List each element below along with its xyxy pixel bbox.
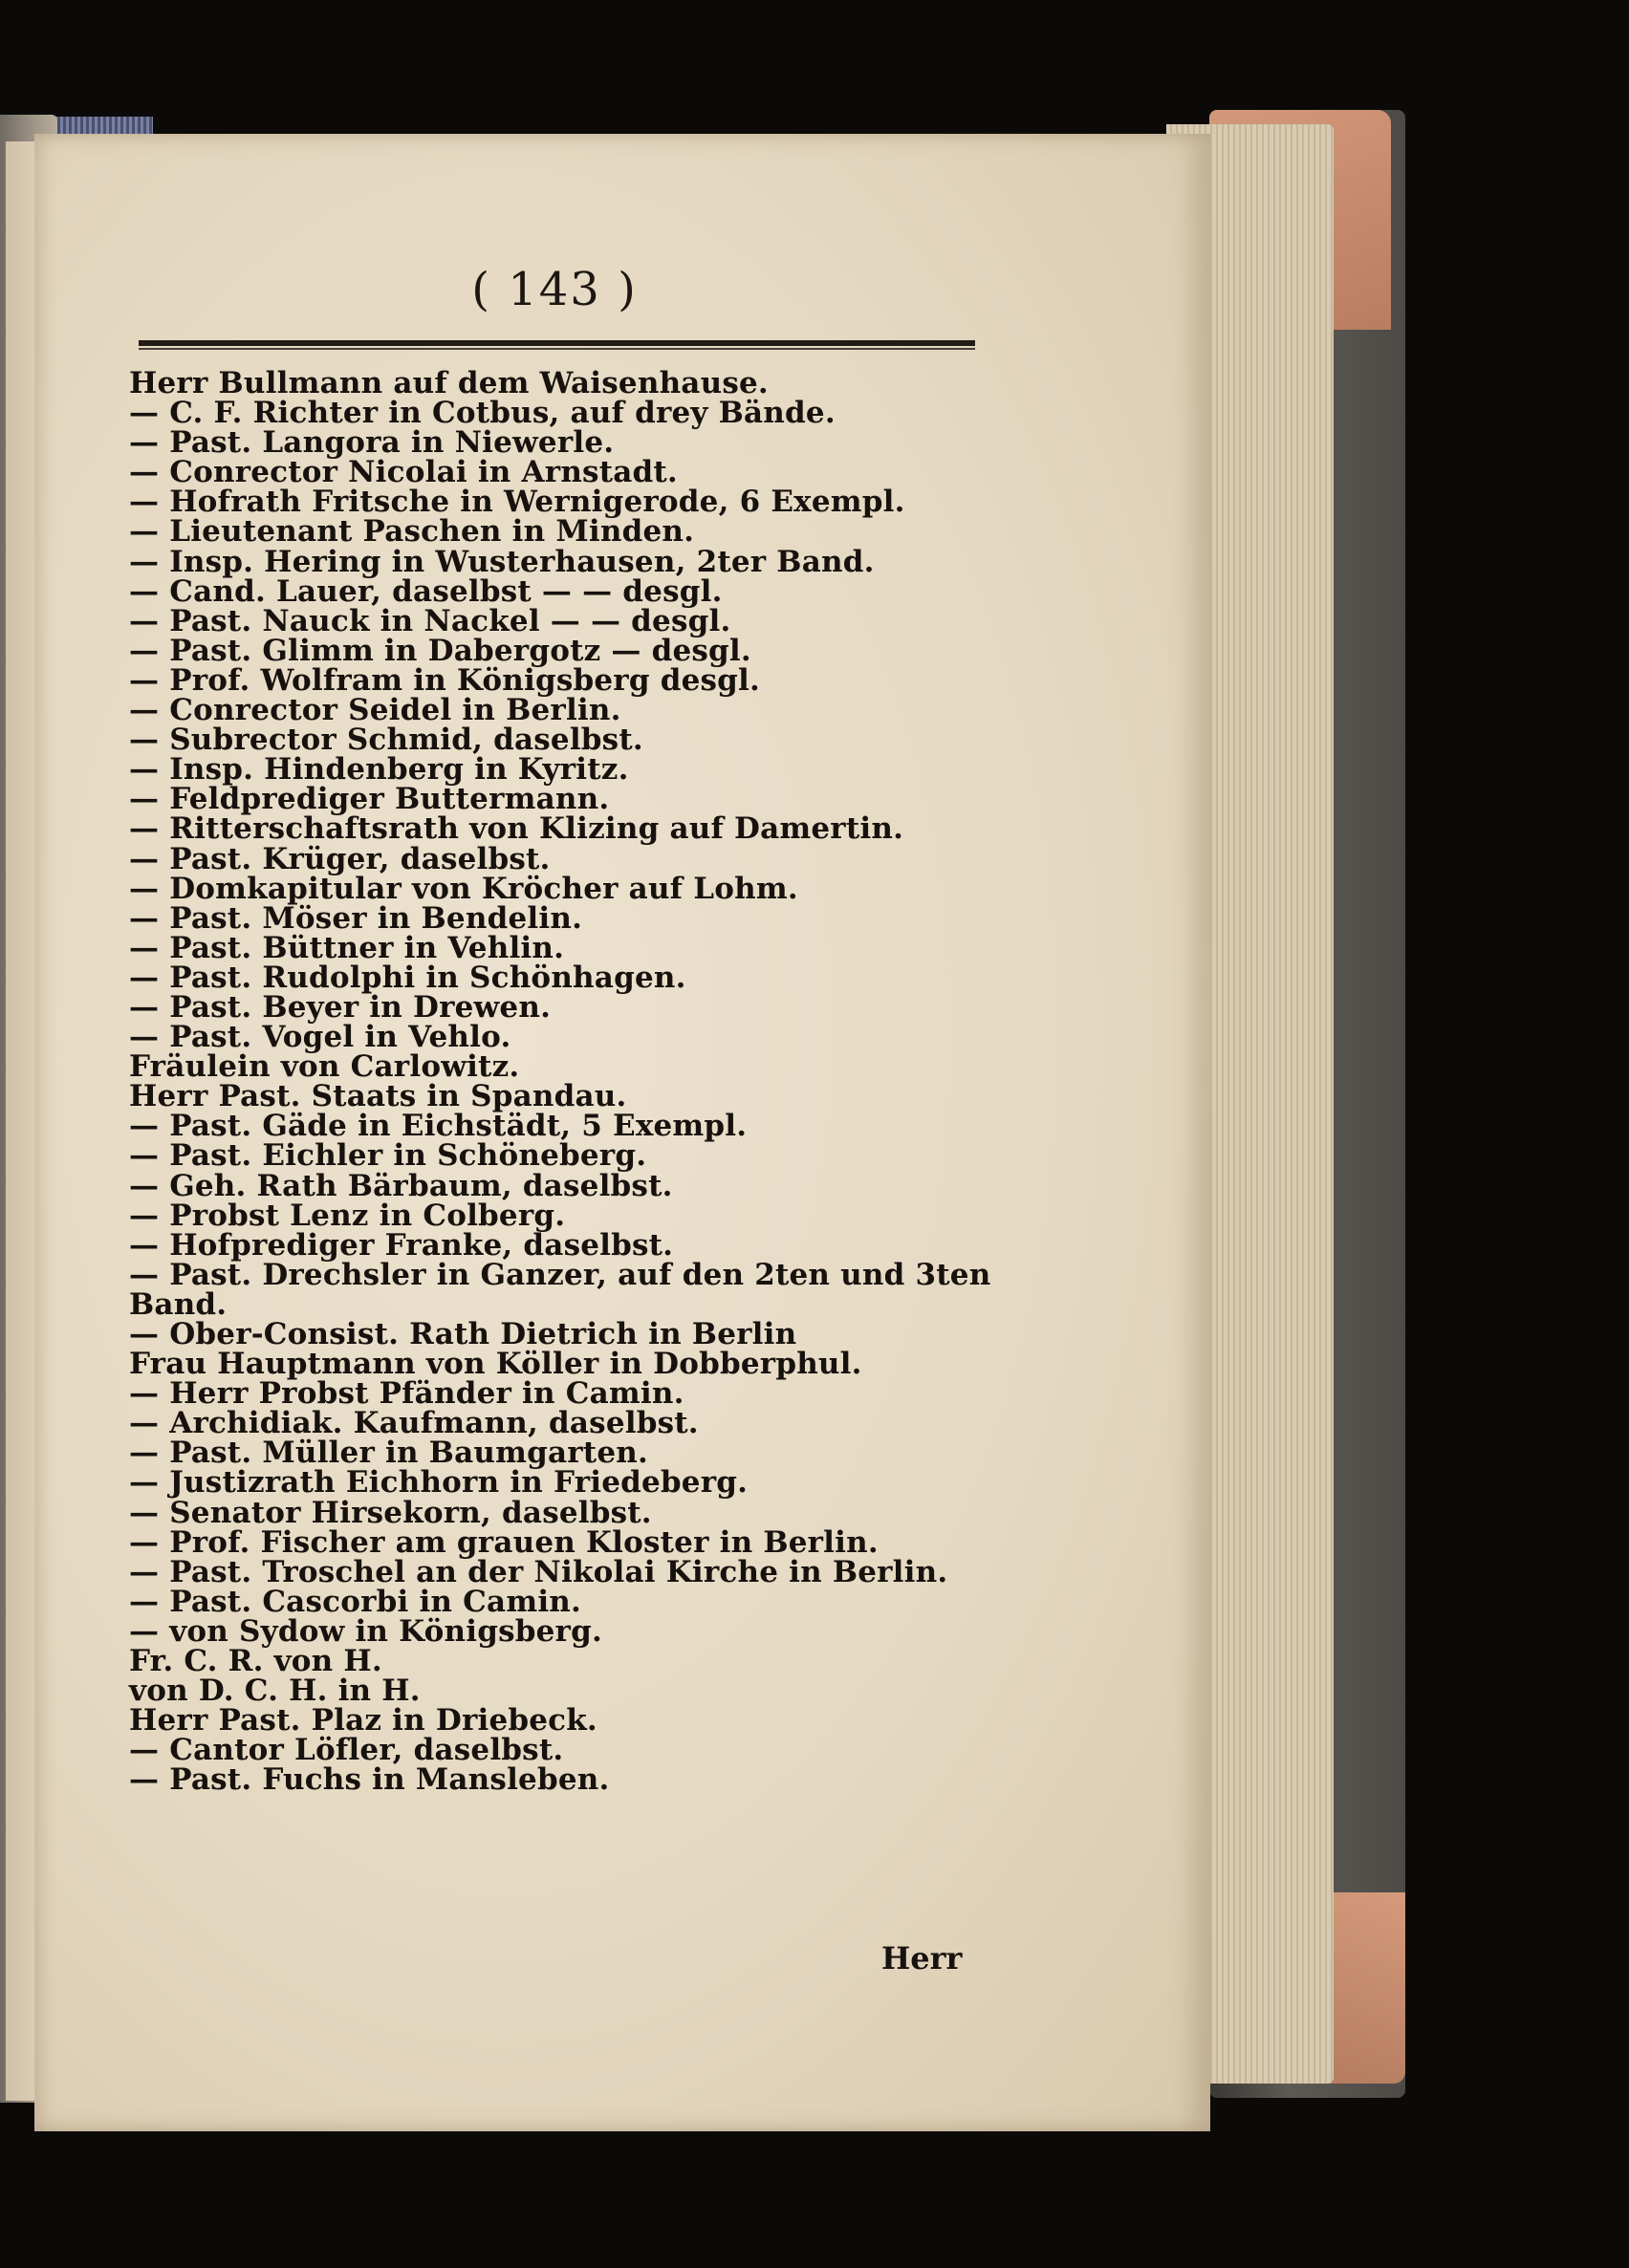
list-item: — Hofprediger Franke, daselbst. [129,1227,674,1263]
list-item: — Senator Hirsekorn, daselbst. [129,1495,652,1530]
list-item: — Cantor Löfler, daselbst. [129,1733,564,1768]
list-item: von D. C. H. in H. [129,1674,421,1709]
list-item: — Past. Glimm in Dabergotz — desgl. [129,633,751,668]
list-item: Herr Past. Plaz in Driebeck. [129,1703,597,1739]
list-item: — Past. Beyer in Drewen. [129,989,552,1025]
list-item: — Probst Lenz in Colberg. [129,1198,566,1233]
list-item: — Justizrath Eichhorn in Friedeberg. [129,1465,749,1501]
list-item: — Past. Langora in Niewerle. [129,425,615,461]
list-item: — Insp. Hindenberg in Kyritz. [129,752,629,788]
list-item: — Hofrath Fritsche in Wernigerode, 6 Exempl. [129,485,905,520]
header-rule-thin [139,348,975,350]
list-item: Band. [129,1286,228,1322]
list-item: — Past. Eichler in Schöneberg. [129,1138,647,1174]
list-item: Herr Bullmann auf dem Waisenhause. [129,366,769,400]
list-item: — Feldprediger Buttermann. [129,782,610,817]
list-item: — Past. Vogel in Vehlo. [129,1020,511,1055]
list-item: — Past. Rudolphi in Schönhagen. [129,960,686,995]
page-number: ( 143 ) [471,263,638,316]
list-item: — Conrector Nicolai in Arnstadt. [129,455,678,490]
list-item: — Past. Cascorbi in Camin. [129,1584,582,1619]
list-item: — Past. Fuchs in Mansleben. [129,1762,610,1798]
list-item: — Domkapitular von Kröcher auf Lohm. [129,871,798,906]
list-item: — C. F. Richter in Cotbus, auf drey Bände. [129,396,836,431]
list-item: — Prof. Fischer am grauen Kloster in Berlin. [129,1524,879,1560]
list-item: Fr. C. R. von H. [129,1644,382,1679]
list-item: — Subrector Schmid, daselbst. [129,723,643,758]
list-item: — Past. Gäde in Eichstädt, 5 Exempl. [129,1109,748,1144]
list-item: Frau Hauptmann von Köller in Dobberphul. [129,1347,862,1382]
list-item: — Past. Krüger, daselbst. [129,841,551,876]
list-item: — Geh. Rath Bärbaum, daselbst. [129,1168,673,1203]
list-item: — Ober-Consist. Rath Dietrich in Berlin [129,1317,797,1351]
catchword: Herr [881,1940,963,1976]
list-item: — Past. Büttner in Vehlin. [129,930,565,965]
list-item: — von Sydow in Königsberg. [129,1613,602,1649]
list-item: — Past. Troschel an der Nikolai Kirche in Berlin. [129,1554,948,1589]
list-item: Fräulein von Carlowitz. [129,1049,520,1085]
list-item: — Past. Müller in Baumgarten. [129,1436,648,1471]
list-item: — Past. Drechsler in Ganzer, auf den 2ten und 3ten [129,1257,991,1292]
header-rule [139,340,975,346]
list-item: — Lieutenant Paschen in Minden. [129,514,695,550]
list-item: — Herr Probst Pfänder in Camin. [129,1376,684,1412]
list-item: — Ritterschaftsrath von Klizing auf Damertin. [129,811,904,847]
list-item: — Cand. Lauer, daselbst — — desgl. [129,573,723,609]
list-item: — Archidiak. Kaufmann, daselbst. [129,1406,699,1441]
subscriber-list [129,366,1085,1798]
list-item: — Past. Nauck in Nackel — — desgl. [129,603,731,638]
list-item: — Conrector Seidel in Berlin. [129,693,621,728]
list-item: Herr Past. Staats in Spandau. [129,1079,627,1114]
list-item: — Insp. Hering in Wusterhausen, 2ter Band. [129,544,875,579]
list-item: — Past. Möser in Bendelin. [129,900,583,936]
list-item: — Prof. Wolfram in Königsberg desgl. [129,662,761,698]
